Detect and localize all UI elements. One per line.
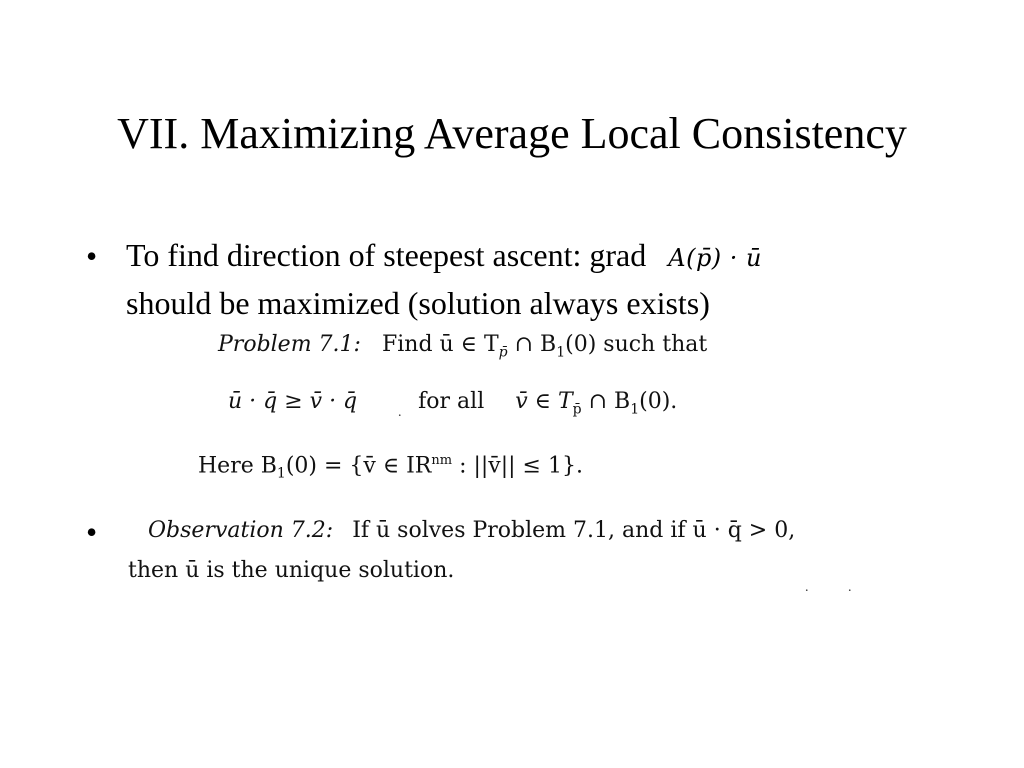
inequality-rhs-2: ∩ B [581, 389, 631, 414]
here-text: Here B [198, 453, 277, 479]
here-sub: 1 [276, 465, 286, 482]
inequality-sub: p̄ [572, 401, 582, 418]
here-text-2: (0) = {v̄ ∈ IR [285, 453, 432, 479]
bullet-1-line-2: should be maximized (solution always exists) [126, 285, 710, 321]
observation-label: Observation 7.2: [148, 518, 334, 543]
problem-inequality [228, 388, 677, 423]
here-definition [198, 447, 583, 488]
problem-text-3: (0) such that [565, 332, 708, 357]
bullet-1-math: A(p̄) · ū [668, 244, 763, 272]
scan-speck: . [805, 580, 809, 595]
inequality-lhs: ū · q̄ ≥ v̄ · q̄ [228, 389, 358, 414]
here-text-3: : ||v̄|| ≤ 1}. [452, 453, 583, 479]
bullet-marker: • [86, 514, 98, 550]
slide-title: VII. Maximizing Average Local Consistency [117, 109, 907, 158]
problem-sub: p̄ [498, 344, 508, 361]
inequality-rhs: v̄ ∈ T [515, 389, 573, 414]
observation [148, 517, 795, 545]
scan-speck: . [398, 405, 402, 420]
bullet-1-line-1 [126, 232, 762, 281]
observation-line-2: then ū is the unique solution. [128, 558, 455, 583]
problem-statement [218, 331, 707, 366]
inequality-mid: for all [418, 389, 485, 414]
inequality-sub-2: 1 [630, 401, 640, 418]
problem-text-2: ∩ B [507, 332, 557, 357]
bullet-1-text: To find direction of steepest ascent: grad [126, 237, 647, 273]
scan-speck: . [848, 580, 852, 595]
problem-label: Problem 7.1: [218, 332, 361, 357]
observation-text: If ū solves Problem 7.1, and if ū · q̄ > 0, [352, 518, 796, 543]
inequality-rhs-3: (0). [639, 389, 678, 414]
problem-text: Find ū ∈ T [381, 332, 499, 357]
here-sup: nm [431, 453, 453, 468]
bullet-marker: • [86, 238, 98, 274]
problem-sub-2: 1 [556, 344, 566, 361]
